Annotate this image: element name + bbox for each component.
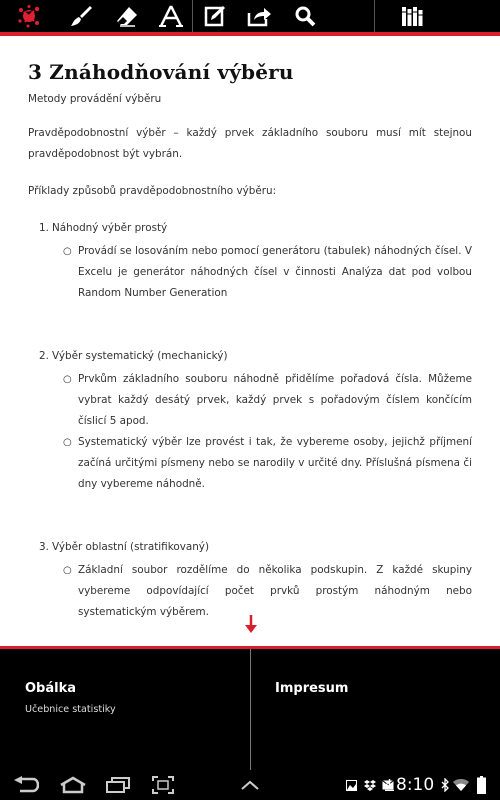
section-subtitle: Metody provádění výběru <box>28 93 162 105</box>
bluetooth-indicator <box>440 770 450 800</box>
eraser-button[interactable] <box>104 0 150 32</box>
page-position-arrow-icon <box>244 614 258 634</box>
method-number: 2. <box>39 350 49 362</box>
dropbox-icon <box>364 780 376 791</box>
share-button[interactable] <box>236 0 282 32</box>
brush-icon <box>69 4 93 28</box>
bullet-item <box>52 432 472 495</box>
battery-indicator <box>474 770 488 800</box>
bullet-marker: ○ <box>63 437 72 448</box>
system-bar <box>0 770 500 800</box>
method-number: 3. <box>39 541 49 553</box>
image-notification-icon <box>346 780 357 791</box>
bullet-text: Provádí se losováním nebo pomocí generátoru (tabulek) náhodných čísel. V Excelu je generátor náhodných čísel v činnosti Analýza dat pod volbou Random Number Generation <box>78 245 472 299</box>
method-title: Náhodný výběr prostý <box>52 222 168 234</box>
screenshot-icon <box>151 775 175 795</box>
bullet-marker: ○ <box>63 565 72 576</box>
back-button[interactable] <box>12 770 40 800</box>
bullet-item <box>52 560 472 623</box>
bullet-text: Základní soubor rozdělíme do několika podskupin. Z každé skupiny vybereme odpovídající počet prvků prostým náhodným nebo systematickým výběrem. <box>78 564 472 618</box>
method-number: 1. <box>39 222 49 234</box>
method-item <box>28 537 472 623</box>
bullet-marker: ○ <box>63 246 72 257</box>
method-bullets <box>52 241 472 304</box>
definition-paragraph: Pravděpodobnostní výběr – každý prvek základního souboru musí mít stejnou pravděpodobnost být vybrán. <box>28 127 472 160</box>
bluetooth-icon <box>441 778 449 792</box>
bullet-text: Systematický výběr lze provést i tak, že vybereme osoby, jejichž příjmení začíná určitými písmeny nebo se narodily v určité dny. Příslušná písmena či dny vybereme náhodně. <box>78 436 472 490</box>
examples-intro: Příklady způsobů pravděpodobnostního výběru: <box>28 185 277 197</box>
up-chevron-icon <box>240 779 260 791</box>
top-toolbar <box>0 0 500 32</box>
text-format-icon <box>158 4 184 28</box>
up-chevron-button[interactable] <box>238 770 262 800</box>
nav-left-subtitle: Učebnice statistiky <box>25 704 116 715</box>
nav-previous-cover[interactable] <box>0 649 250 770</box>
method-title: Výběr systematický (mechanický) <box>52 350 228 362</box>
paint-splash-button[interactable] <box>0 0 58 32</box>
paint-splash-icon <box>17 4 41 28</box>
methods-list <box>28 218 472 623</box>
chapter-navigation-panel <box>0 646 500 770</box>
status-clock: 8:10 <box>396 775 435 795</box>
toolbar-spacer <box>328 0 374 32</box>
home-icon <box>59 776 87 794</box>
bullet-item <box>52 369 472 432</box>
edit-note-icon <box>204 5 226 27</box>
download-indicator <box>384 770 394 800</box>
search-button[interactable] <box>282 0 328 32</box>
text-format-button[interactable] <box>150 0 192 32</box>
eraser-icon <box>115 4 139 28</box>
wifi-indicator <box>452 770 470 800</box>
method-bullets <box>52 369 472 495</box>
share-icon <box>246 5 272 27</box>
battery-icon <box>477 776 486 794</box>
method-bullets <box>52 560 472 623</box>
nav-next-impresum[interactable] <box>250 649 500 770</box>
method-item <box>28 218 472 304</box>
download-icon <box>385 779 394 791</box>
method-item <box>28 346 472 495</box>
screenshot-button[interactable] <box>150 770 176 800</box>
library-button[interactable] <box>375 0 449 32</box>
bullet-text: Prvkům základního souboru náhodně přidělíme pořadová čísla. Můžeme vybrat každý desátý prvek, každý prvek s pořadovým číslem končícím číslicí 5 apod. <box>78 373 472 427</box>
recent-apps-button[interactable] <box>104 770 132 800</box>
library-icon <box>400 4 424 28</box>
wifi-icon <box>453 778 469 792</box>
method-title: Výběr oblastní (stratifikovaný) <box>52 541 210 553</box>
page-content[interactable] <box>0 36 500 646</box>
back-icon <box>13 776 39 794</box>
search-icon <box>294 5 316 27</box>
page-title: 3 Znáhodňování výběru <box>28 60 294 84</box>
nav-right-title: Impresum <box>275 681 349 696</box>
home-button[interactable] <box>58 770 88 800</box>
edit-note-button[interactable] <box>193 0 236 32</box>
brush-button[interactable] <box>58 0 104 32</box>
recent-apps-icon <box>105 776 131 794</box>
bullet-marker: ○ <box>63 374 72 385</box>
nav-left-title: Obálka <box>25 681 77 696</box>
bullet-item <box>52 241 472 304</box>
